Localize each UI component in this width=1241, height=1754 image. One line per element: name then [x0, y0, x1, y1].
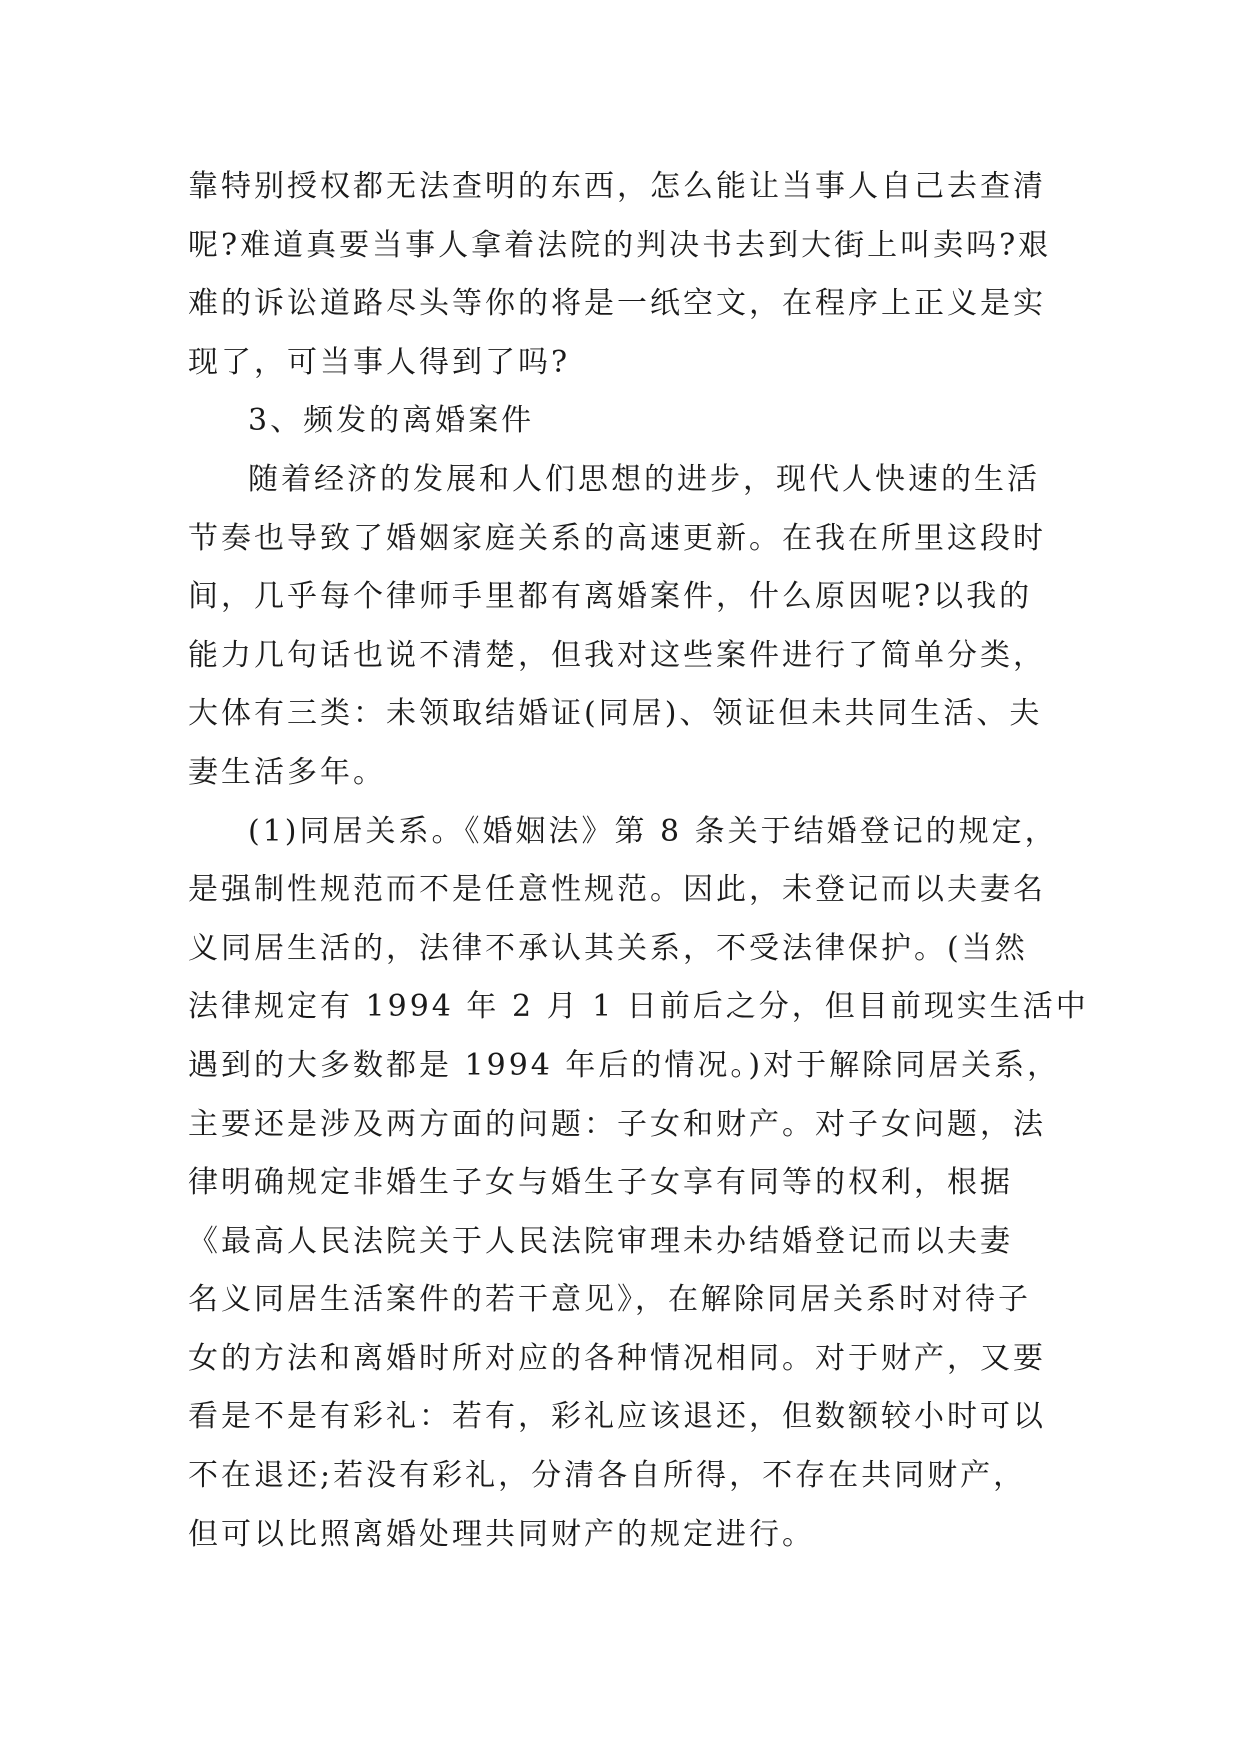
text-line: 是强制性规范而不是任意性规范。因此，未登记而以夫妻名	[188, 872, 1046, 908]
text-line: 现了，可当事人得到了吗?	[188, 344, 571, 380]
text-line: 间，几乎每个律师手里都有离婚案件，什么原因呢?以我的	[188, 579, 1033, 615]
text-line: 靠特别授权都无法查明的东西，怎么能让当事人自己去查清	[188, 169, 1046, 204]
text-line: 《最高人民法院关于人民法院审理未办结婚登记而以夫妻	[188, 1223, 1013, 1259]
section-heading: 3、频发的离婚案件	[248, 403, 535, 439]
text-line: 大体有三类：未领取结婚证(同居)、领证但未共同生活、夫	[188, 696, 1043, 732]
text-line: 律明确规定非婚生子女与婚生子女享有同等的权利，根据	[188, 1165, 1013, 1201]
text-line: 能力几句话也说不清楚，但我对这些案件进行了简单分类，	[188, 637, 1046, 673]
paragraph-first-line: 随着经济的发展和人们思想的进步，现代人快速的生活	[248, 461, 1040, 497]
text-line: 法律规定有 1994 年 2 月 1 日前后之分，但目前现实生活中	[188, 989, 1089, 1025]
text-line: 女的方法和离婚时所对应的各种情况相同。对于财产，又要	[188, 1340, 1046, 1376]
document-body	[188, 158, 1089, 1564]
text-line: 遇到的大多数都是 1994 年后的情况。)对于解除同居关系，	[188, 1047, 1061, 1083]
text-line: 节奏也导致了婚姻家庭关系的高速更新。在我在所里这段时	[188, 520, 1046, 556]
text-line: 但可以比照离婚处理共同财产的规定进行。	[188, 1516, 815, 1552]
text-line: 妻生活多年。	[188, 754, 386, 790]
text-line: 呢?难道真要当事人拿着法院的判决书去到大街上叫卖吗?艰	[188, 227, 1052, 263]
text-line: 名义同居生活案件的若干意见》，在解除同居关系时对待子	[188, 1282, 1031, 1318]
text-line: 义同居生活的，法律不承认其关系，不受法律保护。(当然	[188, 930, 1028, 966]
text-line: 看是不是有彩礼：若有，彩礼应该退还，但数额较小时可以	[188, 1399, 1046, 1435]
paragraph-first-line: (1)同居关系。《婚姻法》第 8 条关于结婚登记的规定，	[248, 813, 1058, 849]
text-line: 不在退还;若没有彩礼，分清各自所得，不存在共同财产，	[188, 1458, 1027, 1494]
text-line: 难的诉讼道路尽头等你的将是一纸空文，在程序上正义是实	[188, 286, 1046, 322]
text-line: 主要还是涉及两方面的问题：子女和财产。对子女问题，法	[188, 1106, 1046, 1142]
